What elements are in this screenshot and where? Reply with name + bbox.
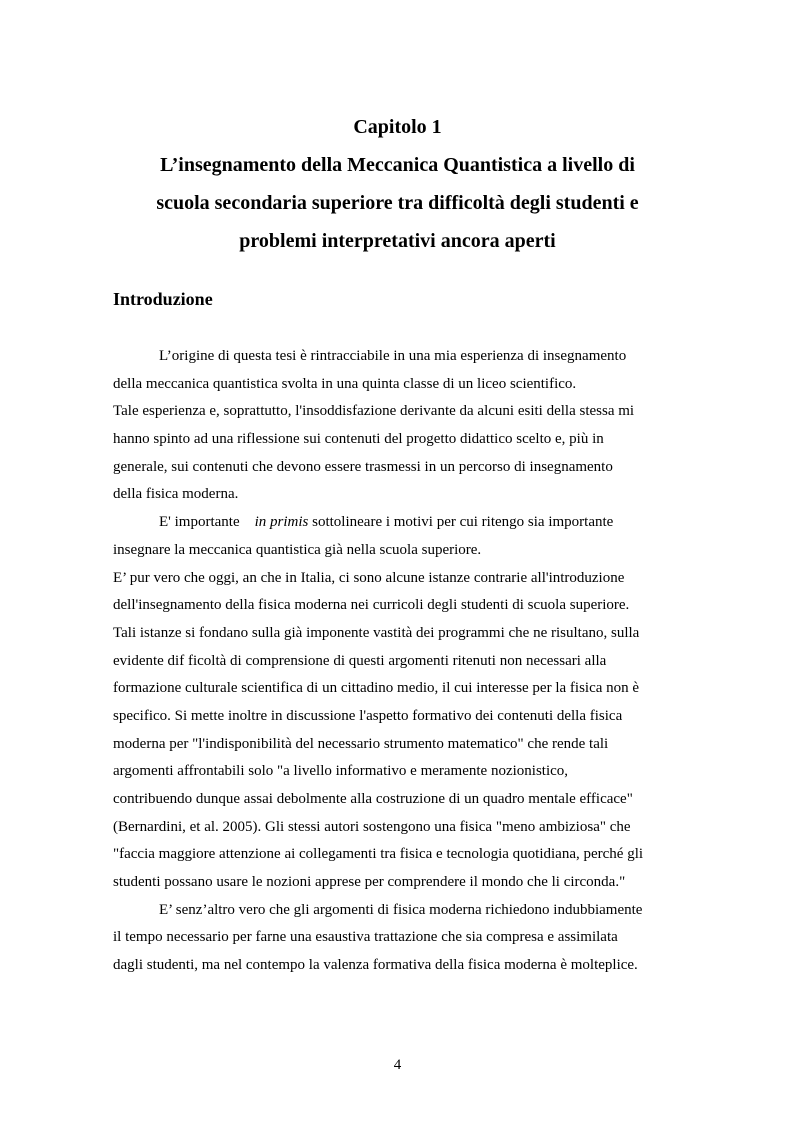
body-line: E’ pur vero che oggi, an che in Italia, ci sono alcune istanze contrarie all'introduzione: [113, 569, 625, 586]
body-line: moderna per "l'indisponibilità del necessario strumento matematico" che rende tali: [113, 735, 609, 752]
body-line: dell'insegnamento della fisica moderna nei curricoli degli studenti di scuola superiore.: [113, 597, 630, 614]
page-number: 4: [393, 1057, 402, 1073]
body-line: dagli studenti, ma nel contempo la valenza formativa della fisica moderna è molteplice.: [113, 957, 638, 974]
chapter-title-line-2: scuola secondaria superiore tra difficoltà degli studenti e: [156, 192, 639, 214]
italic-phrase: in primis: [254, 514, 309, 531]
body-line: specifico. Si mette inoltre in discussione l'aspetto formativo dei contenuti della fisica: [113, 707, 623, 724]
body-line: "faccia maggiore attenzione ai collegamenti tra fisica e tecnologia quotidiana, perché gli: [113, 846, 644, 863]
chapter-label: Capitolo 1: [353, 116, 442, 138]
body-line: formazione culturale scientifica di un cittadino medio, il cui interesse per la fisica non è: [113, 680, 640, 697]
chapter-heading: [100, 108, 695, 260]
body-line: (Bernardini, et al. 2005). Gli stessi autori sostengono una fisica "meno ambiziosa" che: [113, 818, 631, 835]
body-line: contribuendo dunque assai debolmente alla costruzione di un quadro mentale efficace": [113, 791, 633, 807]
body-line: il tempo necessario per farne una esaustiva trattazione che sia compresa e assimilata: [113, 929, 618, 946]
body-line: della meccanica quantistica svolta in una quinta classe di un liceo scientifico.: [113, 375, 577, 392]
chapter-title-line-1: L’insegnamento della Meccanica Quantistica a livello di: [160, 154, 635, 176]
body-line: generale, sui contenuti che devono essere trasmessi in un percorso di insegnamento: [113, 458, 613, 475]
body-line-with-italic: [113, 509, 683, 537]
body-line-suffix: sottolineare i motivi per cui ritengo sia importante: [312, 514, 614, 531]
body-line: argomenti affrontabili solo "a livello informativo e meramente nozionistico,: [113, 763, 569, 780]
body-line: della fisica moderna.: [113, 486, 239, 503]
section-title: Introduzione: [113, 289, 213, 309]
body-line: Tali istanze si fondano sulla già imponente vastità dei programmi che ne risultano, sulla: [113, 624, 640, 641]
body-line-prefix: E' importante: [159, 514, 240, 531]
body-line: hanno spinto ad una riflessione sui contenuti del progetto didattico scelto e, più in: [113, 431, 604, 448]
body-line: studenti possano usare le nozioni apprese per comprendere il mondo che li circonda.": [113, 874, 626, 891]
chapter-title-line-3: problemi interpretativi ancora aperti: [239, 230, 556, 252]
body-line: E’ senz’altro vero che gli argomenti di fisica moderna richiedono indubbiamente: [159, 901, 643, 918]
body-line: L’origine di questa tesi è rintracciabile in una mia esperienza di insegnamento: [159, 348, 627, 364]
body-line: Tale esperienza e, soprattutto, l'insoddisfazione derivante da alcuni esiti della stessa mi: [113, 403, 635, 420]
body-text: [113, 343, 683, 980]
body-line: evidente dif ficoltà di comprensione di questi argomenti ritenuti non necessari alla: [113, 652, 607, 669]
body-line: insegnare la meccanica quantistica già nella scuola superiore.: [113, 541, 482, 558]
